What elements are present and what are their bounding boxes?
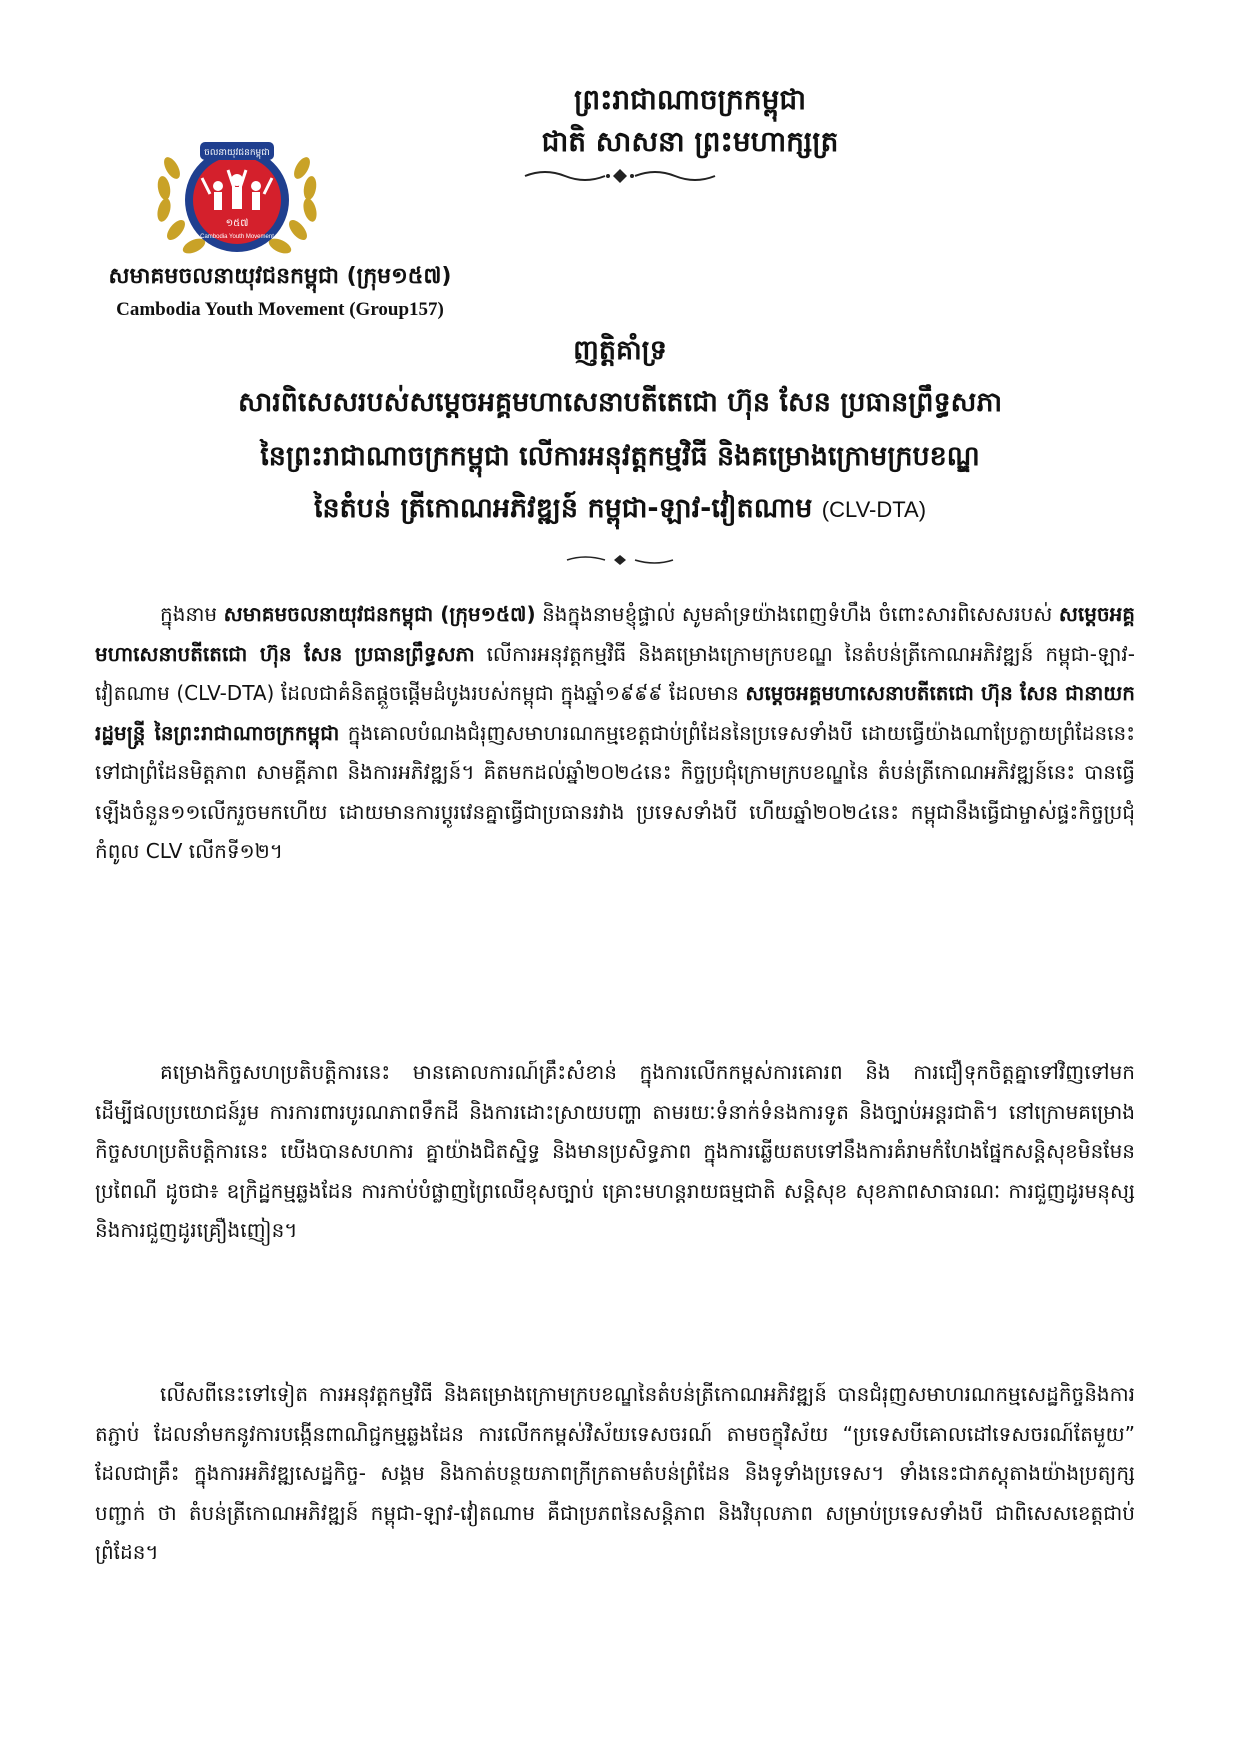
body-paragraph-1: [95, 595, 1135, 872]
svg-text:Cambodia Youth Movement: Cambodia Youth Movement: [200, 234, 274, 240]
p1-bold-1: សមាគមចលនាយុវជនកម្ពុជា (ក្រុម១៥៧): [223, 602, 536, 626]
svg-text:១៥៧: ១៥៧: [225, 218, 249, 229]
organization-name-khmer: សមាគមចលនាយុវជនកម្ពុជា (ក្រុម១៥៧): [108, 264, 452, 289]
title-line-3-text: នៃតំបន់ ត្រីកោណអភិវឌ្ឍន៍ កម្ពុជា-ឡាវ-វៀតណាម: [313, 493, 813, 524]
title-line-2: នៃព្រះរាជាណាចក្រកម្ពុជា លើការអនុវត្តកម្មវិធី និងគម្រោងក្រោមក្របខណ្ឌ: [260, 441, 980, 472]
organization-logo: [150, 138, 324, 262]
kingdom-heading: ព្រះរាជាណាចក្រកម្ពុជា: [573, 83, 806, 116]
national-motto: ជាតិ សាសនា ព្រះមហាក្សត្រ: [541, 125, 839, 158]
title-code: (CLV-DTA): [821, 497, 927, 522]
organization-name-english: Cambodia Youth Movement (Group157): [116, 299, 444, 320]
document-type: ញត្តិគាំទ្រ: [573, 335, 667, 366]
p1-text-2: និងក្នុងនាមខ្ញុំផ្ទាល់ សូមគាំទ្រយ៉ាងពេញទំហឹង ចំពោះសារពិសេសរបស់: [535, 602, 1059, 626]
p1-bold-3: សម្តេចអគ្គមហាសេនាបតីតេជោ ហ៊ុន សែន ជានាយករដ្ឋមន្ត្រី នៃព្រះរាជាណាចក្រកម្ពុជា: [95, 681, 1136, 745]
p1-text-4: ក្នុងគោលបំណងជំរុញសមាហរណកម្មខេត្តជាប់ព្រំដែននៃប្រទេសទាំងបី ដោយធ្វើយ៉ាងណាប្រែក្លាយព្រំដែននេះ ទៅជាព្រំដែនមិត្តភាព សាមគ្គីភាព និងការអភិវឌ្ឍន៍។ គិតមកដល់ឆ្នាំ២០២៤នេះ កិច្ចប្រជុំក្រោមក្របខណ្ឌនៃ តំបន់ត្រីកោណអភិវឌ្ឍន៍នេះ បានធ្វើឡើងចំនួន១១លើករួចមកហើយ ដោយមានការប្តូរវេនគ្នាធ្វើជាប្រធានរវាង ប្រទេសទាំងបី ហើយឆ្នាំ២០២៤នេះ កម្ពុជានឹងធ្វើជាម្ចាស់ផ្ទះកិច្ចប្រជុំកំពូល CLV លើកទី១២។: [95, 720, 1135, 863]
body-paragraph-2: គម្រោងកិច្ចសហប្រតិបត្តិការនេះ មានគោលការណ៍គ្រឹះសំខាន់ ក្នុងការលើកកម្ពស់ការគោរព និង ការជឿទុកចិត្តគ្នាទៅវិញទៅមក ដើម្បីផលប្រយោជន៍រួម ការការពារបូរណភាពទឹកដី និងការដោះស្រាយបញ្ហា តាមរយៈទំនាក់ទំនងការទូត និងច្បាប់អន្តរជាតិ។ នៅក្រោមគម្រោងកិច្ចសហប្រតិបត្តិការនេះ យើងបានសហការ គ្នាយ៉ាងជិតស្និទ្ធ និងមានប្រសិទ្ធភាព ក្នុងការឆ្លើយតបទៅនឹងការគំរាមកំហែងផ្នែកសន្តិសុខមិនមែនប្រពៃណី ដូចជា៖ ឧក្រិដ្ឋកម្មឆ្លងដែន ការកាប់បំផ្លាញព្រៃឈើខុសច្បាប់ គ្រោះមហន្តរាយធម្មជាតិ សន្តិសុខ សុខភាពសាធារណៈ ការជួញដូរមនុស្ស និងការជួញដូរគ្រឿងញៀន។: [95, 1060, 1135, 1242]
svg-text:ចលនាយុវជនកម្ពុជា: ចលនាយុវជនកម្ពុជា: [204, 148, 270, 158]
p1-text-3: លើការអនុវត្តកម្មវិធី និងគម្រោងក្រោមក្របខណ្ឌ នៃតំបន់ត្រីកោណអភិវឌ្ឍន៍ កម្ពុជា-ឡាវ-វៀតណាម (CLV-DTA) ដែលជាគំនិតផ្តួចផ្តើមដំបូងរបស់កម្ពុជា ក្នុងឆ្នាំ១៩៩៩ ដែលមាន: [95, 641, 1135, 705]
p1-text-1: ក្នុងនាម: [160, 602, 224, 626]
divider-ornament: [565, 553, 675, 567]
header-ornament: [520, 168, 720, 184]
body-paragraph-3: លើសពីនេះទៅទៀត ការអនុវត្តកម្មវិធី និងគម្រោងក្រោមក្របខណ្ឌនៃតំបន់ត្រីកោណអភិវឌ្ឍន៍ បានជំរុញសមាហរណកម្មសេដ្ឋកិច្ចនិងការតភ្ជាប់ ដែលនាំមកនូវការបង្កើនពាណិជ្ជកម្មឆ្លងដែន ការលើកកម្ពស់វិស័យទេសចរណ៍ តាមចក្ខុវិស័យ “ប្រទេសបីគោលដៅទេសចរណ៍តែមួយ” ដែលជាគ្រឹះ ក្នុងការអភិវឌ្ឍសេដ្ឋកិច្ច- សង្គម និងកាត់បន្ថយភាពក្រីក្រតាមតំបន់ព្រំដែន និងទូទាំងប្រទេស។ ទាំងនេះជាភស្តុតាងយ៉ាងប្រត្យក្សបញ្ជាក់ ថា តំបន់ត្រីកោណអភិវឌ្ឍន៍ កម្ពុជា-ឡាវ-វៀតណាម គឺជាប្រភពនៃសន្តិភាព និងវិបុលភាព សម្រាប់ប្រទេសទាំងបី ជាពិសេសខេត្តជាប់ព្រំដែន។: [95, 1382, 1135, 1564]
title-line-1: សារពិសេសរបស់សម្តេចអគ្គមហាសេនាបតីតេជោ ហ៊ុន សែន ប្រធានព្រឹទ្ធសភា: [237, 387, 1003, 418]
title-line-3: [80, 488, 1160, 531]
p1-bold-2: សម្តេចអគ្គមហាសេនាបតីតេជោ ហ៊ុន សែន ប្រធានព្រឹទ្ធសភា: [95, 602, 1135, 666]
